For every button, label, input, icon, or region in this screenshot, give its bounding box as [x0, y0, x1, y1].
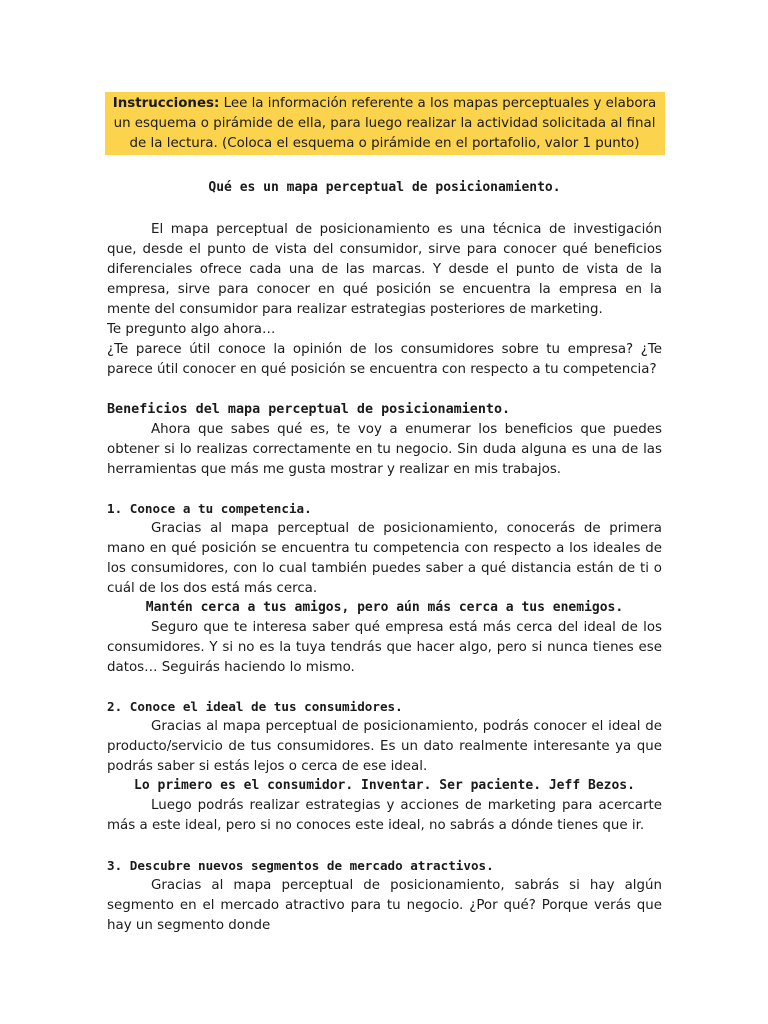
benefits-heading: Beneficios del mapa perceptual de posicionamiento.: [107, 402, 511, 417]
section-1-paragraph: Gracias al mapa perceptual de posicionamiento, conocerás de primera mano en qué posición se encuentra tu competencia con respecto a los ideales de los consumidores, con lo cual también puedes saber a qué distancia están de ti o cuál de los dos está más cerca.: [107, 521, 662, 596]
instructions-label: Instrucciones:: [112, 96, 220, 111]
instructions-text: Lee la información referente a los mapas perceptuales y elabora un esquema o pirámide de ella, para luego realizar la actividad solicitada al final de la lectura. (Coloca el esquema o pirámide en el portafolio, valor 1 punto): [113, 96, 657, 151]
intro-question-lead: Te pregunto algo ahora…: [107, 322, 276, 337]
page-title: Qué es un mapa perceptual de posicionamiento.: [208, 180, 561, 195]
section-3-heading: 3. Descubre nuevos segmentos de mercado atractivos.: [107, 858, 494, 873]
section-2-quote: Lo primero es el consumidor. Inventar. Ser paciente. Jeff Bezos.: [134, 778, 635, 793]
section-1-heading: 1. Conoce a tu competencia.: [107, 501, 312, 516]
section-2-paragraph-2: Luego podrás realizar estrategias y acciones de marketing para acercarte más a este ideal, pero si no conoces este ideal, no sabrás a dónde tienes que ir.: [107, 798, 662, 833]
section-1-quote: Mantén cerca a tus amigos, pero aún más cerca a tus enemigos.: [145, 600, 624, 615]
section-1-paragraph-2: Seguro que te interesa saber qué empresa está más cerca del ideal de los consumidores. Y si no es la tuya tendrás que hacer algo, pero si nunca tienes ese datos… Seguirás haciendo lo mismo.: [107, 620, 662, 675]
benefits-paragraph: Ahora que sabes qué es, te voy a enumerar los beneficios que puedes obtener si lo realizas correctamente en tu negocio. Sin duda alguna es una de las herramientas que más me gusta mostrar y realizar en mis trabajos.: [107, 422, 662, 477]
intro-questions: ¿Te parece útil conoce la opinión de los consumidores sobre tu empresa? ¿Te parece útil conocer en qué posición se encuentra con respecto a tu competencia?: [107, 342, 662, 377]
section-2-paragraph: Gracias al mapa perceptual de posicionamiento, podrás conocer el ideal de producto/servicio de tus consumidores. Es un dato realmente interesante ya que podrás saber si estás lejos o cerca de ese ideal.: [107, 719, 662, 774]
section-2-heading: 2. Conoce el ideal de tus consumidores.: [107, 699, 403, 714]
instructions-paragraph: [107, 94, 662, 154]
intro-paragraph: El mapa perceptual de posicionamiento es una técnica de investigación que, desde el punto de vista del consumidor, sirve para conocer qué beneficios diferenciales ofrece cada una de las marcas. Y desde el punto de vista de la empresa, sirve para conocer en qué posición se encuentra la empresa en la mente del consumidor para realizar estrategias posteriores de marketing.: [107, 222, 662, 317]
section-3-paragraph: Gracias al mapa perceptual de posicionamiento, sabrás si hay algún segmento en el mercado atractivo para tu negocio. ¿Por qué? Porque verás que hay un segmento donde: [107, 878, 662, 933]
